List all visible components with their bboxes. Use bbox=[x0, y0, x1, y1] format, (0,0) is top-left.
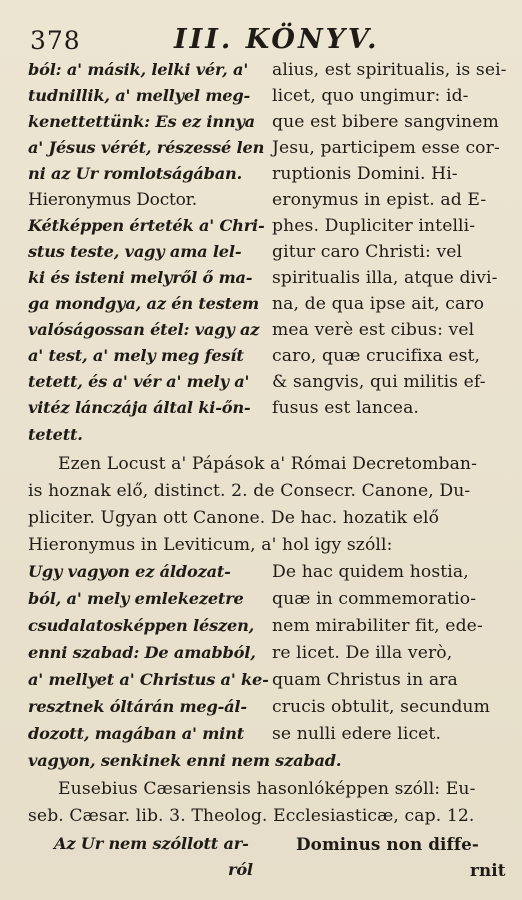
paragraph-line: Ezen Locust a' Pápások a' Római Decretomban- bbox=[58, 454, 477, 474]
left-col-line: ból, a' mely emlekezetre bbox=[28, 589, 244, 608]
right-col-line: De hac quidem hostia, bbox=[272, 562, 469, 582]
left-col-line: dozott, magában a' mint bbox=[28, 724, 244, 743]
left-col-line: valóságossan étel: vagy az bbox=[28, 320, 260, 339]
right-col-line: mea verè est cibus: vel bbox=[272, 320, 475, 340]
paragraph-line: Hieronymus in Leviticum, a' hol igy szóll: bbox=[28, 535, 393, 555]
right-col-line: que est bibere sangvinem bbox=[272, 112, 499, 132]
left-col-line: csudalatosképpen lészen, bbox=[28, 616, 255, 635]
left-col-line: ból: a' másik, lelki vér, a' bbox=[28, 60, 249, 79]
right-col-line: na, de qua ipse ait, caro bbox=[272, 294, 485, 314]
left-col-line: tetett. bbox=[28, 425, 83, 444]
left-col-line: Ugy vagyon ez áldozat- bbox=[28, 562, 231, 581]
running-head: III. KÖNYV. bbox=[174, 24, 380, 55]
right-col-line: quæ in commemoratio- bbox=[272, 589, 477, 609]
left-col-line: vitéz lánczája által ki-őn- bbox=[28, 398, 251, 417]
left-col-line: Hieronymus Doctor. bbox=[28, 190, 197, 210]
right-col-line: alius, est spiritualis, is sei- bbox=[272, 60, 507, 80]
left-col-line: ga mondgya, az én testem bbox=[28, 294, 259, 313]
left-col-line: Az Ur nem szóllott ar- bbox=[54, 834, 249, 853]
left-col-line: Kétképpen érteték a' Chri- bbox=[28, 216, 265, 235]
right-col-line: nem mirabiliter fit, ede- bbox=[272, 616, 483, 636]
left-col-line: a' Jésus vérét, részessé len bbox=[28, 138, 265, 157]
page-header bbox=[24, 26, 504, 56]
left-col-line: ról bbox=[228, 860, 253, 879]
left-col-line: a' test, a' mely meg fesít bbox=[28, 346, 244, 365]
left-col-line: a' mellyet a' Christus a' ke- bbox=[28, 670, 269, 689]
right-col-line: & sangvis, qui militis ef- bbox=[272, 372, 486, 392]
left-col-line: tudnillik, a' mellyel meg- bbox=[28, 86, 250, 105]
right-col-line: ruptionis Domini. Hi- bbox=[272, 164, 458, 184]
left-col-line: vagyon, senkinek enni nem szabad. bbox=[28, 751, 342, 770]
left-col-line: tetett, és a' vér a' mely a' bbox=[28, 372, 250, 391]
right-col-line: rnit bbox=[470, 860, 506, 880]
right-col-line: crucis obtulit, secundum bbox=[272, 697, 490, 717]
right-col-line: quam Christus in ara bbox=[272, 670, 458, 690]
paragraph-line: Eusebius Cæsariensis hasonlóképpen szóll: Eu- bbox=[58, 779, 476, 799]
paragraph-line: seb. Cæsar. lib. 3. Theolog. Ecclesiasticæ, cap. 12. bbox=[28, 806, 475, 826]
left-col-line: resztnek óltárán meg-ál- bbox=[28, 697, 247, 716]
paragraph-line: is hoznak elő, distinct. 2. de Consecr. Canone, Du- bbox=[28, 481, 471, 501]
right-col-line: caro, quæ crucifixa est, bbox=[272, 346, 481, 366]
right-col-line: licet, quo ungimur: id- bbox=[272, 86, 469, 106]
right-col-line: gitur caro Christi: vel bbox=[272, 242, 463, 262]
right-col-line: re licet. De illa verò, bbox=[272, 643, 453, 663]
right-col-line: phes. Dupliciter intelli- bbox=[272, 216, 476, 236]
left-col-line: stus teste, vagy ama lel- bbox=[28, 242, 242, 261]
left-col-line: ni az Ur romlotságában. bbox=[28, 164, 243, 183]
left-col-line: kenettettünk: Es ez innya bbox=[28, 112, 255, 131]
right-col-line: fusus est lancea. bbox=[272, 398, 419, 418]
right-col-line: Dominus non diffe- bbox=[296, 834, 479, 854]
left-col-line: enni szabad: De amabból, bbox=[28, 643, 256, 662]
right-col-line: spiritualis illa, atque divi- bbox=[272, 268, 498, 288]
page-number: 378 bbox=[30, 26, 81, 55]
right-col-line: se nulli edere licet. bbox=[272, 724, 442, 744]
right-col-line: eronymus in epist. ad E- bbox=[272, 190, 487, 210]
right-col-line: Jesu, participem esse cor- bbox=[272, 138, 500, 158]
left-col-line: ki és isteni melyről ő ma- bbox=[28, 268, 253, 287]
paragraph-line: pliciter. Ugyan ott Canone. De hac. hozatik elő bbox=[28, 508, 440, 528]
